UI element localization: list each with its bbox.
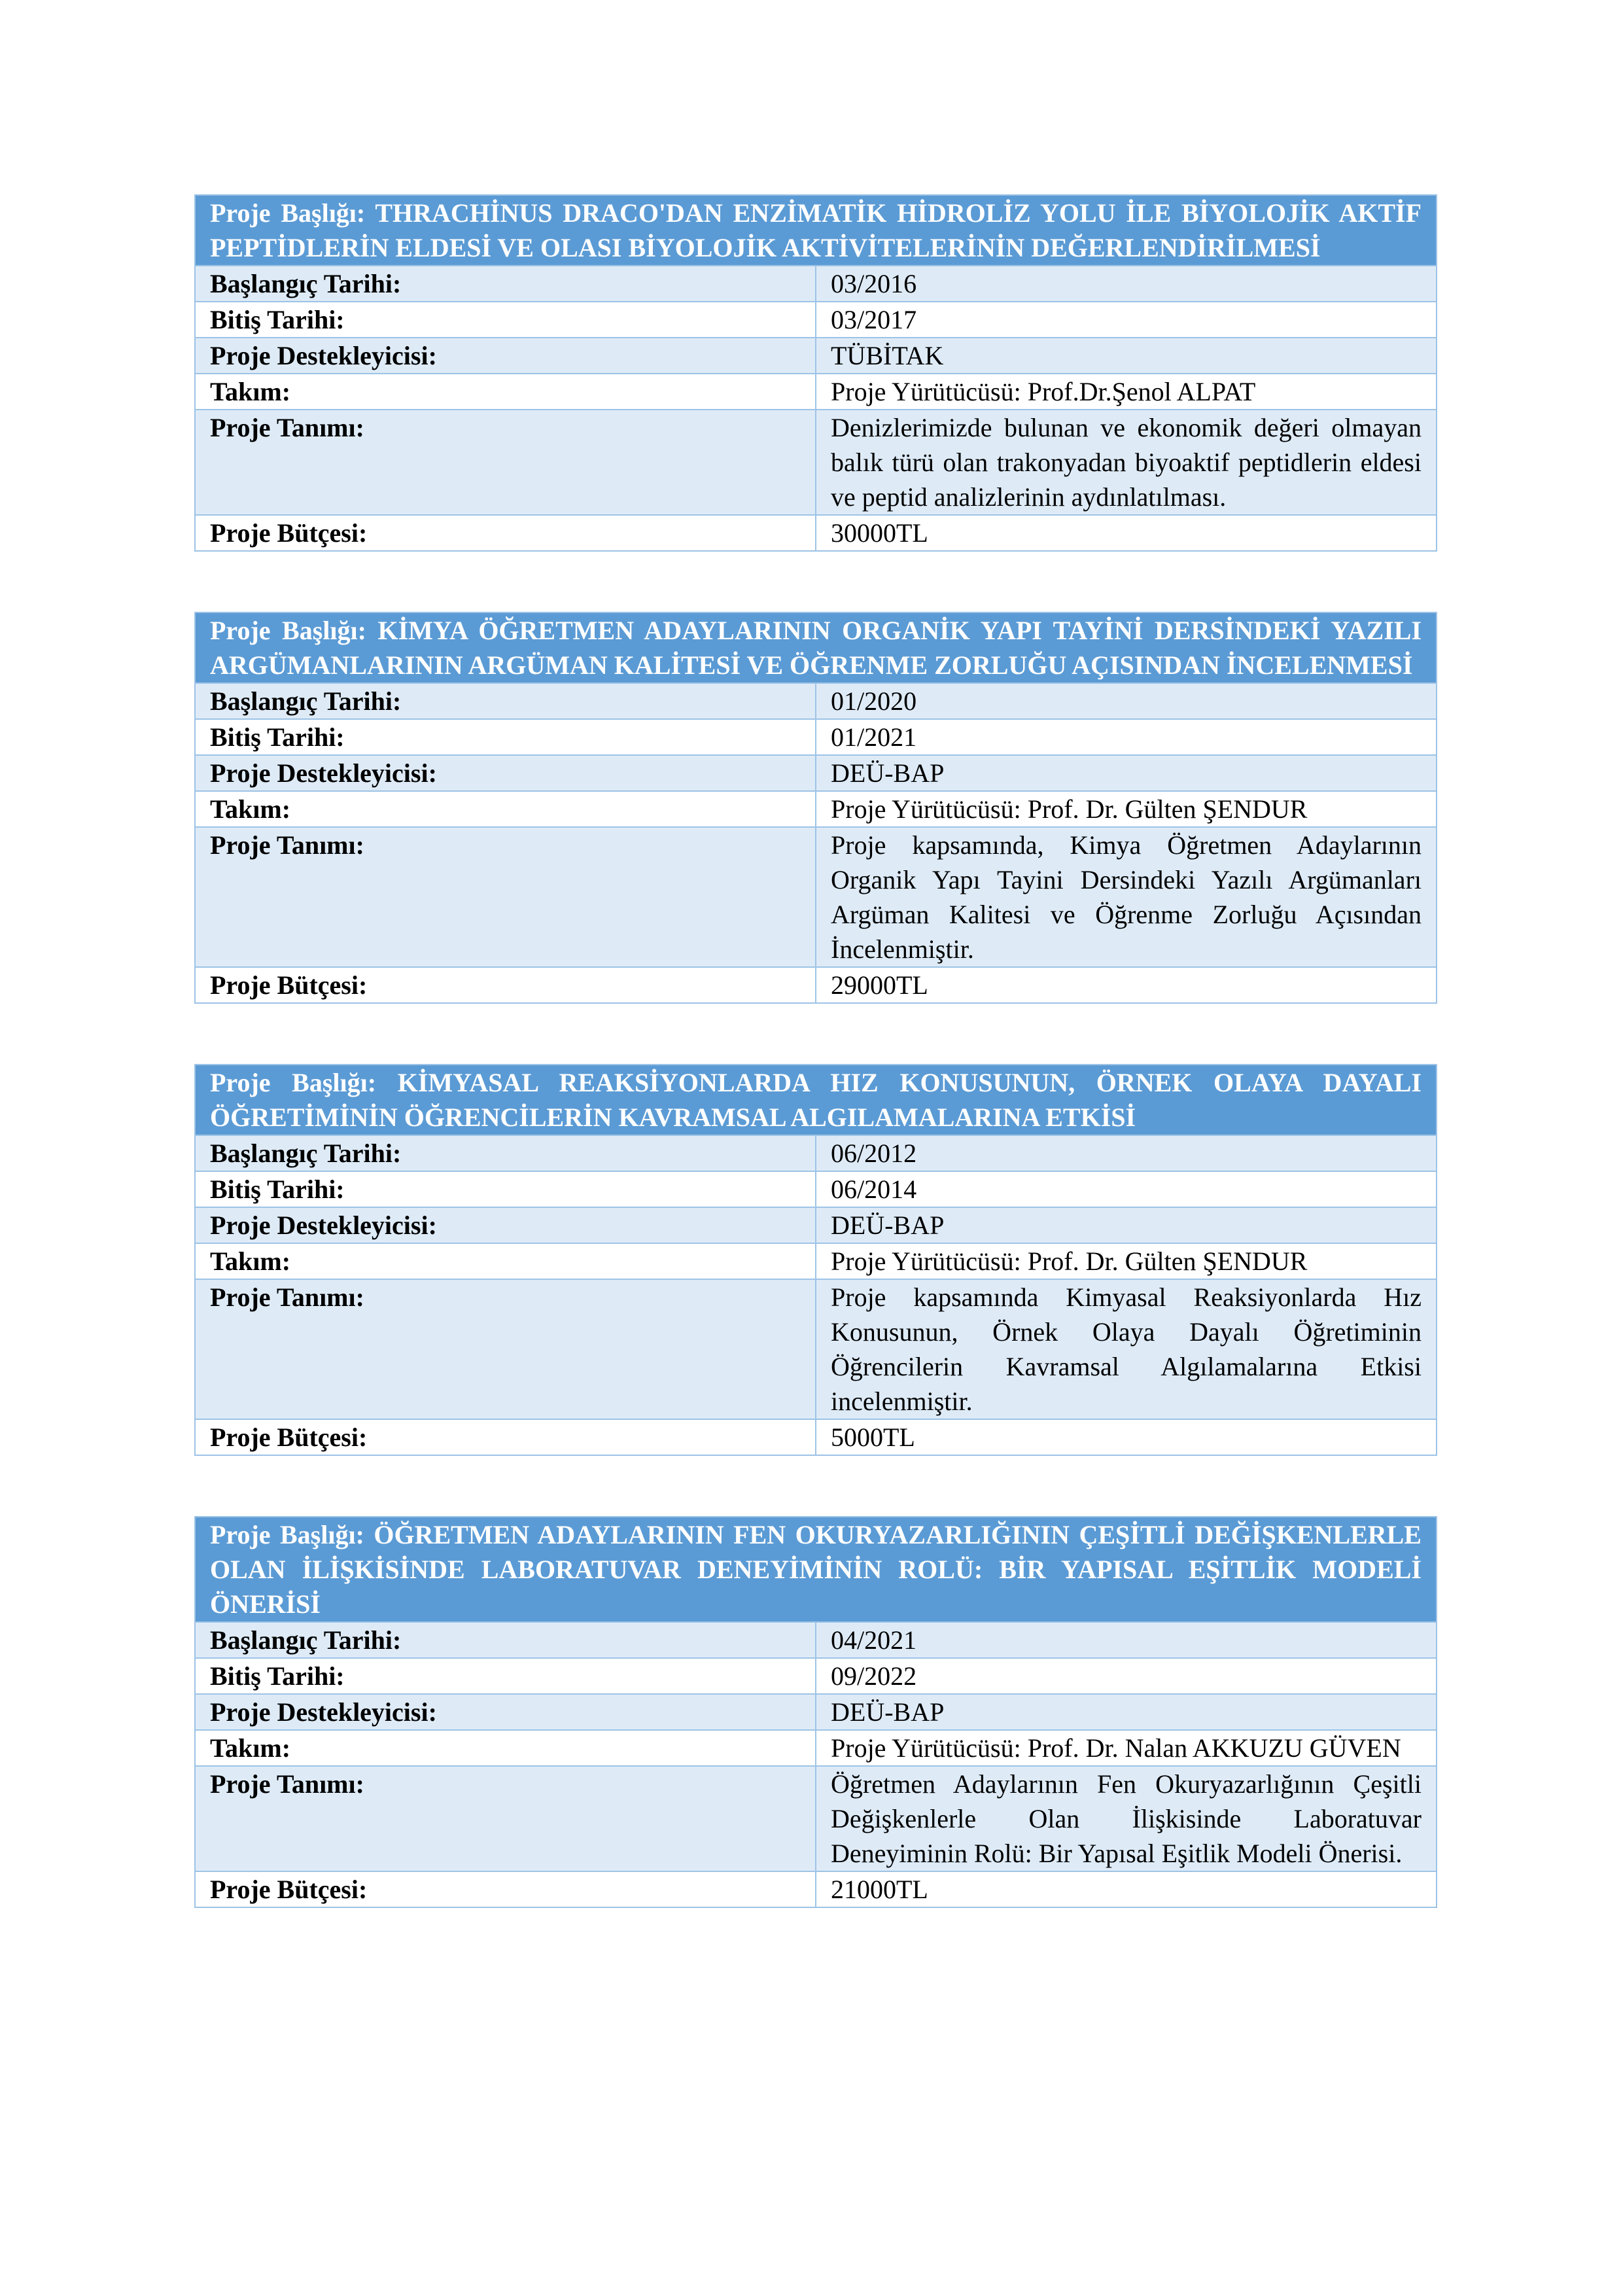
project-title-text: KİMYA ÖĞRETMEN ADAYLARININ ORGANİK YAPI TAYİNİ DERSİNDEKİ YAZILI ARGÜMANLARININ ARGÜMAN KALİTESİ VE ÖĞRENME ZORLUĞU AÇISINDAN İNCELENMESİ <box>210 616 1422 680</box>
description-row <box>195 1766 1437 1871</box>
project-title <box>195 195 1437 266</box>
start-date-value: 04/2021 <box>816 1622 1437 1658</box>
sponsor-row <box>195 338 1437 374</box>
project-table-4 <box>194 1516 1437 1908</box>
end-date-value: 01/2021 <box>816 719 1437 755</box>
sponsor-value: TÜBİTAK <box>816 338 1437 374</box>
project-title-row <box>195 1065 1437 1135</box>
end-date-row <box>195 1171 1437 1207</box>
sponsor-row <box>195 1207 1437 1243</box>
description-label: Proje Tanımı: <box>195 1766 816 1871</box>
start-date-row <box>195 266 1437 302</box>
team-value: Proje Yürütücüsü: Prof.Dr.Şenol ALPAT <box>816 374 1437 410</box>
project-title-label: Proje Başlığı: <box>210 1520 364 1549</box>
end-date-label: Bitiş Tarihi: <box>195 719 816 755</box>
team-label: Takım: <box>195 791 816 827</box>
project-title <box>195 612 1437 683</box>
project-title <box>195 1065 1437 1135</box>
page-content <box>194 194 1437 1908</box>
budget-value: 30000TL <box>816 515 1437 551</box>
project-table-1 <box>194 194 1437 552</box>
team-value: Proje Yürütücüsü: Prof. Dr. Gülten ŞENDUR <box>816 1243 1437 1279</box>
description-label: Proje Tanımı: <box>195 410 816 515</box>
budget-row <box>195 1419 1437 1455</box>
project-title-row <box>195 1517 1437 1622</box>
start-date-label: Başlangıç Tarihi: <box>195 1135 816 1171</box>
sponsor-row <box>195 755 1437 791</box>
team-label: Takım: <box>195 374 816 410</box>
budget-value: 29000TL <box>816 967 1437 1003</box>
description-row <box>195 410 1437 515</box>
project-title-row <box>195 195 1437 266</box>
budget-value: 5000TL <box>816 1419 1437 1455</box>
description-label: Proje Tanımı: <box>195 1279 816 1419</box>
start-date-value: 06/2012 <box>816 1135 1437 1171</box>
budget-row <box>195 515 1437 551</box>
project-title-label: Proje Başlığı: <box>210 1068 377 1097</box>
sponsor-label: Proje Destekleyicisi: <box>195 338 816 374</box>
end-date-label: Bitiş Tarihi: <box>195 302 816 338</box>
description-label: Proje Tanımı: <box>195 827 816 967</box>
budget-label: Proje Bütçesi: <box>195 1419 816 1455</box>
description-row <box>195 827 1437 967</box>
end-date-row <box>195 302 1437 338</box>
sponsor-value: DEÜ-BAP <box>816 755 1437 791</box>
end-date-label: Bitiş Tarihi: <box>195 1658 816 1694</box>
end-date-row <box>195 719 1437 755</box>
project-title-label: Proje Başlığı: <box>210 198 366 228</box>
start-date-row <box>195 1622 1437 1658</box>
description-row <box>195 1279 1437 1419</box>
start-date-label: Başlangıç Tarihi: <box>195 683 816 719</box>
description-value: Denizlerimizde bulunan ve ekonomik değeri olmayan balık türü olan trakonyadan biyoaktif peptidlerin eldesi ve peptid analizlerinin aydınlatılması. <box>816 410 1437 515</box>
budget-label: Proje Bütçesi: <box>195 515 816 551</box>
end-date-value: 09/2022 <box>816 1658 1437 1694</box>
team-value: Proje Yürütücüsü: Prof. Dr. Gülten ŞENDUR <box>816 791 1437 827</box>
start-date-row <box>195 683 1437 719</box>
budget-label: Proje Bütçesi: <box>195 967 816 1003</box>
project-title <box>195 1517 1437 1622</box>
end-date-value: 06/2014 <box>816 1171 1437 1207</box>
team-label: Takım: <box>195 1243 816 1279</box>
start-date-row <box>195 1135 1437 1171</box>
team-label: Takım: <box>195 1730 816 1766</box>
sponsor-label: Proje Destekleyicisi: <box>195 1694 816 1730</box>
team-row <box>195 1243 1437 1279</box>
start-date-value: 01/2020 <box>816 683 1437 719</box>
project-title-label: Proje Başlığı: <box>210 616 366 645</box>
project-table-2 <box>194 612 1437 1004</box>
end-date-value: 03/2017 <box>816 302 1437 338</box>
start-date-value: 03/2016 <box>816 266 1437 302</box>
description-value: Proje kapsamında, Kimya Öğretmen Adaylarının Organik Yapı Tayini Dersindeki Yazılı Argümanları Argüman Kalitesi ve Öğrenme Zorluğu Açısından İncelenmiştir. <box>816 827 1437 967</box>
project-title-text: ÖĞRETMEN ADAYLARININ FEN OKURYAZARLIĞININ ÇEŞİTLİ DEĞİŞKENLERLE OLAN İLİŞKİSİNDE LABORATUVAR DENEYİMİNİN ROLÜ: BİR YAPISAL EŞİTLİK MODELİ ÖNERİSİ <box>210 1520 1422 1619</box>
budget-label: Proje Bütçesi: <box>195 1871 816 1907</box>
budget-row <box>195 967 1437 1003</box>
sponsor-label: Proje Destekleyicisi: <box>195 755 816 791</box>
project-title-row <box>195 612 1437 683</box>
description-value: Öğretmen Adaylarının Fen Okuryazarlığının Çeşitli Değişkenlerle Olan İlişkisinde Laboratuvar Deneyiminin Rolü: Bir Yapısal Eşitlik Modeli Önerisi. <box>816 1766 1437 1871</box>
team-value: Proje Yürütücüsü: Prof. Dr. Nalan AKKUZU GÜVEN <box>816 1730 1437 1766</box>
team-row <box>195 374 1437 410</box>
start-date-label: Başlangıç Tarihi: <box>195 266 816 302</box>
start-date-label: Başlangıç Tarihi: <box>195 1622 816 1658</box>
sponsor-label: Proje Destekleyicisi: <box>195 1207 816 1243</box>
end-date-row <box>195 1658 1437 1694</box>
budget-row <box>195 1871 1437 1907</box>
sponsor-value: DEÜ-BAP <box>816 1207 1437 1243</box>
end-date-label: Bitiş Tarihi: <box>195 1171 816 1207</box>
project-table-3 <box>194 1064 1437 1456</box>
description-value: Proje kapsamında Kimyasal Reaksiyonlarda Hız Konusunun, Örnek Olaya Dayalı Öğretiminin Öğrencilerin Kavramsal Algılamalarına Etkisi incelenmiştir. <box>816 1279 1437 1419</box>
sponsor-value: DEÜ-BAP <box>816 1694 1437 1730</box>
budget-value: 21000TL <box>816 1871 1437 1907</box>
sponsor-row <box>195 1694 1437 1730</box>
team-row <box>195 791 1437 827</box>
project-title-text: KİMYASAL REAKSİYONLARDA HIZ KONUSUNUN, ÖRNEK OLAYA DAYALI ÖĞRETİMİNİN ÖĞRENCİLERİN KAVRAMSAL ALGILAMALARINA ETKİSİ <box>210 1068 1422 1132</box>
team-row <box>195 1730 1437 1766</box>
project-title-text: THRACHİNUS DRACO'DAN ENZİMATİK HİDROLİZ YOLU İLE BİYOLOJİK AKTİF PEPTİDLERİN ELDESİ VE OLASI BİYOLOJİK AKTİVİTELERİNİN DEĞERLENDİRİLMESİ <box>210 198 1422 262</box>
